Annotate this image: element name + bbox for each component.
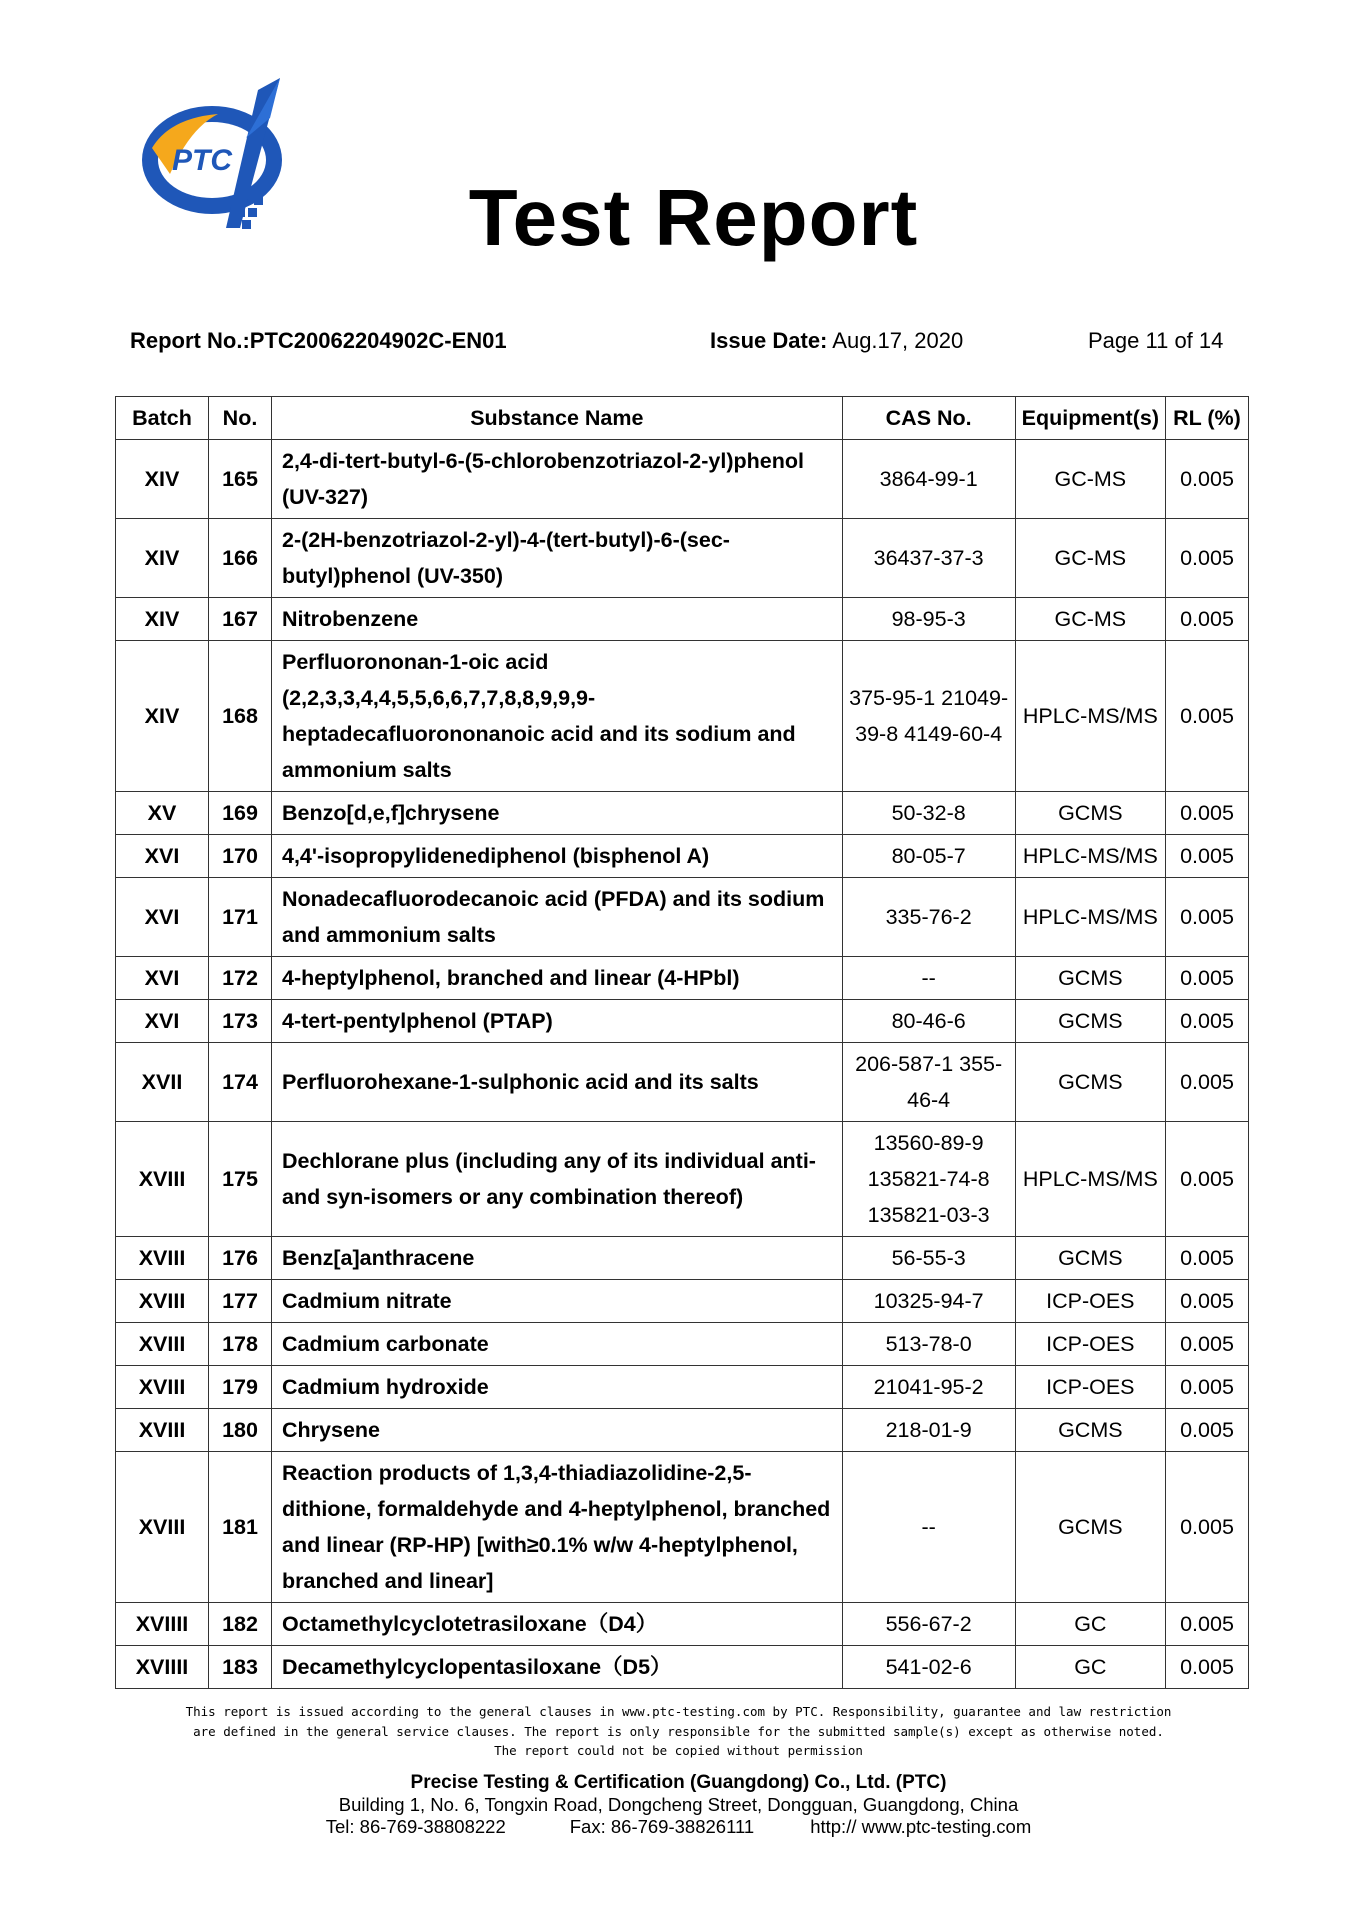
cell-batch: XVI: [116, 878, 209, 957]
contact-line: [0, 1816, 1357, 1838]
table-row: [116, 1409, 1249, 1452]
cell-substance-name: Perfluorohexane-1-sulphonic acid and its salts: [272, 1043, 843, 1122]
cell-rl: 0.005: [1166, 1452, 1249, 1603]
cell-batch: XVIII: [116, 1409, 209, 1452]
cell-no: 175: [209, 1122, 272, 1237]
cell-no: 170: [209, 835, 272, 878]
cell-equipment: HPLC-MS/MS: [1015, 641, 1165, 792]
cell-batch: XVIII: [116, 1366, 209, 1409]
cell-equipment: GC-MS: [1015, 598, 1165, 641]
table-row: [116, 1043, 1249, 1122]
cell-no: 166: [209, 519, 272, 598]
logo-text: PTC: [172, 144, 232, 177]
cell-rl: 0.005: [1166, 1603, 1249, 1646]
cell-rl: 0.005: [1166, 1366, 1249, 1409]
cell-rl: 0.005: [1166, 1646, 1249, 1689]
cell-substance-name: 4-heptylphenol, branched and linear (4-HPbl): [272, 957, 843, 1000]
cell-rl: 0.005: [1166, 1409, 1249, 1452]
table-row: [116, 878, 1249, 957]
telephone: Tel: 86-769-38808222: [325, 1816, 506, 1837]
cell-equipment: HPLC-MS/MS: [1015, 1122, 1165, 1237]
cell-no: 165: [209, 440, 272, 519]
cell-batch: XVIII: [116, 1237, 209, 1280]
table-row: [116, 598, 1249, 641]
cell-substance-name: Octamethylcyclotetrasiloxane（D4）: [272, 1603, 843, 1646]
table-row: [116, 1452, 1249, 1603]
disclaimer: [0, 1702, 1357, 1761]
cell-cas-no: 375-95-1 21049-39-8 4149-60-4: [842, 641, 1015, 792]
issue-date-value: Aug.17, 2020: [827, 328, 964, 353]
fax: Fax: 86-769-38826111: [569, 1816, 755, 1837]
cell-substance-name: 4-tert-pentylphenol (PTAP): [272, 1000, 843, 1043]
cell-batch: XV: [116, 792, 209, 835]
issue-date: [710, 328, 963, 354]
header-batch: Batch: [116, 397, 209, 440]
cell-no: 177: [209, 1280, 272, 1323]
cell-batch: XVIII: [116, 1452, 209, 1603]
cell-rl: 0.005: [1166, 1237, 1249, 1280]
cell-equipment: GCMS: [1015, 792, 1165, 835]
cell-cas-no: 13560-89-9 135821-74-8 135821-03-3: [842, 1122, 1015, 1237]
cell-no: 181: [209, 1452, 272, 1603]
cell-rl: 0.005: [1166, 878, 1249, 957]
cell-cas-no: 98-95-3: [842, 598, 1015, 641]
cell-equipment: GCMS: [1015, 1000, 1165, 1043]
company-address: Building 1, No. 6, Tongxin Road, Dongcheng Street, Dongguan, Guangdong, China: [338, 1794, 1019, 1815]
cell-no: 169: [209, 792, 272, 835]
cell-cas-no: 56-55-3: [842, 1237, 1015, 1280]
disclaimer-line: are defined in the general service clauses. The report is only responsible for the submitted sample(s) except as otherwise noted.: [193, 1723, 1164, 1739]
cell-equipment: GC-MS: [1015, 519, 1165, 598]
cell-substance-name: Dechlorane plus (including any of its individual anti- and syn-isomers or any combination thereof): [272, 1122, 843, 1237]
cell-no: 174: [209, 1043, 272, 1122]
cell-no: 180: [209, 1409, 272, 1452]
cell-cas-no: 206-587-1 355-46-4: [842, 1043, 1015, 1122]
table-row: [116, 519, 1249, 598]
cell-no: 167: [209, 598, 272, 641]
cell-substance-name: 4,4'-isopropylidenediphenol (bisphenol A): [272, 835, 843, 878]
cell-batch: XVIIII: [116, 1603, 209, 1646]
cell-substance-name: Nonadecafluorodecanoic acid (PFDA) and its sodium and ammonium salts: [272, 878, 843, 957]
report-number: Report No.:PTC20062204902C-EN01: [130, 328, 507, 353]
cell-cas-no: --: [842, 1452, 1015, 1603]
cell-cas-no: 3864-99-1: [842, 440, 1015, 519]
cell-batch: XIV: [116, 641, 209, 792]
cell-rl: 0.005: [1166, 835, 1249, 878]
cell-substance-name: 2-(2H-benzotriazol-2-yl)-4-(tert-butyl)-6-(sec-butyl)phenol (UV-350): [272, 519, 843, 598]
cell-no: 173: [209, 1000, 272, 1043]
cell-rl: 0.005: [1166, 1043, 1249, 1122]
cell-cas-no: 335-76-2: [842, 878, 1015, 957]
cell-no: 179: [209, 1366, 272, 1409]
header-cas: CAS No.: [842, 397, 1015, 440]
cell-no: 172: [209, 957, 272, 1000]
table-row: [116, 641, 1249, 792]
table-header-row: [116, 397, 1249, 440]
cell-no: 176: [209, 1237, 272, 1280]
cell-rl: 0.005: [1166, 440, 1249, 519]
cell-cas-no: 21041-95-2: [842, 1366, 1015, 1409]
cell-cas-no: 80-46-6: [842, 1000, 1015, 1043]
cell-cas-no: 556-67-2: [842, 1603, 1015, 1646]
cell-equipment: HPLC-MS/MS: [1015, 878, 1165, 957]
cell-batch: XVIII: [116, 1122, 209, 1237]
website: http:// www.ptc-testing.com: [810, 1816, 1032, 1837]
cell-rl: 0.005: [1166, 1122, 1249, 1237]
cell-no: 178: [209, 1323, 272, 1366]
cell-no: 182: [209, 1603, 272, 1646]
cell-substance-name: Decamethylcyclopentasiloxane（D5）: [272, 1646, 843, 1689]
header-no: No.: [209, 397, 272, 440]
table-row: [116, 835, 1249, 878]
table-row: [116, 440, 1249, 519]
header-rl: RL (%): [1166, 397, 1249, 440]
page-title: Test Report: [468, 173, 919, 262]
footer: [0, 1772, 1357, 1838]
cell-rl: 0.005: [1166, 957, 1249, 1000]
cell-substance-name: Cadmium carbonate: [272, 1323, 843, 1366]
cell-cas-no: 80-05-7: [842, 835, 1015, 878]
cell-substance-name: Cadmium nitrate: [272, 1280, 843, 1323]
cell-rl: 0.005: [1166, 792, 1249, 835]
table-row: [116, 1646, 1249, 1689]
cell-batch: XIV: [116, 598, 209, 641]
cell-cas-no: 10325-94-7: [842, 1280, 1015, 1323]
cell-batch: XVI: [116, 957, 209, 1000]
cell-batch: XVII: [116, 1043, 209, 1122]
cell-substance-name: 2,4-di-tert-butyl-6-(5-chlorobenzotriazol-2-yl)phenol (UV-327): [272, 440, 843, 519]
table-row: [116, 1603, 1249, 1646]
cell-substance-name: Perfluorononan-1-oic acid (2,2,3,3,4,4,5,5,6,6,7,7,8,8,9,9,9-heptadecafluorononanoic acid and its sodium and ammonium salts: [272, 641, 843, 792]
table-row: [116, 1323, 1249, 1366]
cell-batch: XVIII: [116, 1323, 209, 1366]
results-table: [115, 396, 1249, 1689]
cell-cas-no: 541-02-6: [842, 1646, 1015, 1689]
cell-equipment: GCMS: [1015, 957, 1165, 1000]
table-row: [116, 1280, 1249, 1323]
cell-batch: XVIII: [116, 1280, 209, 1323]
cell-equipment: GCMS: [1015, 1452, 1165, 1603]
cell-no: 171: [209, 878, 272, 957]
cell-batch: XVIIII: [116, 1646, 209, 1689]
table-row: [116, 792, 1249, 835]
cell-batch: XVI: [116, 835, 209, 878]
cell-batch: XVI: [116, 1000, 209, 1043]
cell-rl: 0.005: [1166, 1323, 1249, 1366]
cell-substance-name: Cadmium hydroxide: [272, 1366, 843, 1409]
cell-equipment: GC: [1015, 1646, 1165, 1689]
cell-cas-no: 36437-37-3: [842, 519, 1015, 598]
cell-rl: 0.005: [1166, 1000, 1249, 1043]
cell-batch: XIV: [116, 519, 209, 598]
cell-rl: 0.005: [1166, 1280, 1249, 1323]
table-row: [116, 1237, 1249, 1280]
page-indicator: Page 11 of 14: [1088, 328, 1224, 353]
cell-equipment: GC: [1015, 1603, 1165, 1646]
cell-cas-no: 50-32-8: [842, 792, 1015, 835]
cell-substance-name: Benz[a]anthracene: [272, 1237, 843, 1280]
cell-equipment: GC-MS: [1015, 440, 1165, 519]
cell-substance-name: Reaction products of 1,3,4-thiadiazolidine-2,5-dithione, formaldehyde and 4-heptylphenol, branched and linear (RP-HP) [with≥0.1% w/w 4-heptylphenol, branched and linear]: [272, 1452, 843, 1603]
cell-cas-no: 218-01-9: [842, 1409, 1015, 1452]
cell-substance-name: Nitrobenzene: [272, 598, 843, 641]
table-row: [116, 1000, 1249, 1043]
company-name: Precise Testing & Certification (Guangdong) Co., Ltd. (PTC): [410, 1772, 947, 1793]
cell-no: 183: [209, 1646, 272, 1689]
cell-batch: XIV: [116, 440, 209, 519]
cell-cas-no: --: [842, 957, 1015, 1000]
table-row: [116, 957, 1249, 1000]
header-substance: Substance Name: [272, 397, 843, 440]
cell-equipment: GCMS: [1015, 1409, 1165, 1452]
table-row: [116, 1122, 1249, 1237]
cell-rl: 0.005: [1166, 598, 1249, 641]
cell-equipment: GCMS: [1015, 1043, 1165, 1122]
header-equipment: Equipment(s): [1015, 397, 1165, 440]
cell-rl: 0.005: [1166, 519, 1249, 598]
disclaimer-line: The report could not be copied without permission: [494, 1743, 863, 1758]
cell-no: 168: [209, 641, 272, 792]
cell-cas-no: 513-78-0: [842, 1323, 1015, 1366]
issue-date-label: Issue Date:: [710, 328, 828, 353]
cell-substance-name: Benzo[d,e,f]chrysene: [272, 792, 843, 835]
disclaimer-line: This report is issued according to the general clauses in www.ptc-testing.com by PTC. Responsibility, guarantee and law restriction: [185, 1704, 1172, 1719]
cell-equipment: ICP-OES: [1015, 1323, 1165, 1366]
cell-equipment: ICP-OES: [1015, 1280, 1165, 1323]
cell-rl: 0.005: [1166, 641, 1249, 792]
cell-equipment: GCMS: [1015, 1237, 1165, 1280]
cell-substance-name: Chrysene: [272, 1409, 843, 1452]
cell-equipment: ICP-OES: [1015, 1366, 1165, 1409]
table-row: [116, 1366, 1249, 1409]
cell-equipment: HPLC-MS/MS: [1015, 835, 1165, 878]
